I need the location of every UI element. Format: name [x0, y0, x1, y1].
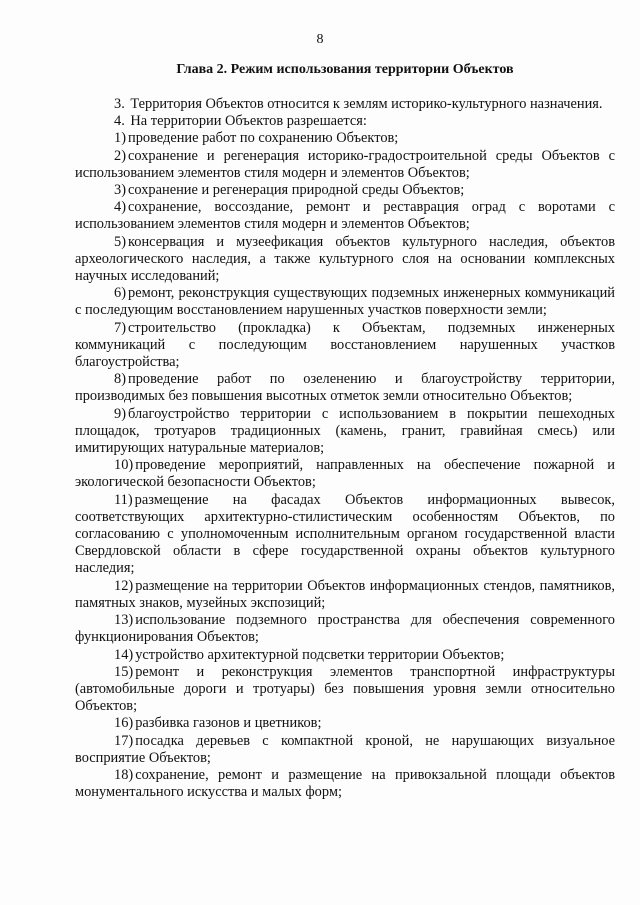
list-item-text: строительство (прокладка) к Объектам, подземных инженерных коммуникаций с последующим восстановлением нарушенных участков благоустройства; — [75, 319, 615, 371]
list-item-number: 17) — [114, 732, 134, 749]
list-item-text: ремонт, реконструкция существующих подземных инженерных коммуникаций с последующим восстановлением нарушенных участков поверхности земли; — [75, 285, 615, 319]
list-item-number: 12) — [114, 577, 134, 594]
list-item-text: посадка деревьев с компактной кроной, не нарушающих визуальное восприятие Объектов; — [75, 732, 615, 766]
list-item-number: 4) — [114, 199, 126, 216]
paragraph-3 — [75, 96, 615, 113]
paragraph-number: 4. — [114, 113, 125, 130]
list-item-number: 3) — [114, 182, 126, 199]
list-item-text: ремонт и реконструкция элементов транспортной инфраструктуры (автомобильные дороги и тротуары) без повышения уровня земли относительно Объектов; — [75, 663, 615, 715]
chapter-title: Глава 2. Режим использования территории Объектов — [176, 62, 514, 77]
list-item-number: 13) — [114, 612, 134, 629]
list-item-number: 16) — [114, 715, 134, 732]
list-item-13 — [75, 612, 615, 646]
list-item-text: сохранение, ремонт и размещение на привокзальной площади объектов монументального искусства и малых форм; — [75, 766, 615, 801]
list-item-text: использование подземного пространства для обеспечения современного функционирования Объектов; — [75, 612, 615, 646]
list-item-text: проведение работ по сохранению Объектов; — [128, 130, 399, 147]
list-item-text: сохранение и регенерация природной среды Объектов; — [128, 182, 465, 199]
list-item-text: размещение на фасадах Объектов информационных вывесок, соответствующих архитектурно-стилистическим особенностям Объектов, по согласованию с уполномоченным исполнительным органом государственной власти Свердловской области в сфере государственной охраны объектов культурного наследия; — [75, 491, 615, 577]
list-item-text: проведение работ по озеленению и благоустройству территории, производимых без повышения высотных отметок земли относительно Объектов; — [75, 371, 615, 405]
list-item-text: разбивка газонов и цветников; — [135, 715, 322, 732]
list-item-text: размещение на территории Объектов информационных стендов, памятников, памятных знаков, музейных экспозиций; — [75, 577, 615, 611]
list-item-text: благоустройство территории с использованием в покрытии пешеходных площадок, тротуаров традиционных (камень, гранит, гравийная смесь) или имитирующих натуральные материалов; — [75, 405, 615, 457]
list-item-6 — [75, 285, 615, 319]
list-item-text: проведение мероприятий, направленных на обеспечение пожарной и экологической безопасности Объектов; — [75, 457, 615, 491]
list-item-2 — [75, 148, 615, 182]
list-item-text: консервация и музеефикация объектов культурного наследия, объектов археологического наследия, а также культурного слоя на основании комплексных научных исследований; — [75, 233, 615, 285]
list-item-10 — [75, 457, 615, 491]
list-item-number: 1) — [114, 130, 126, 147]
list-item-16 — [75, 715, 615, 732]
list-item-8 — [75, 371, 615, 405]
list-item-4 — [75, 199, 615, 233]
paragraph-number: 3. — [114, 96, 125, 112]
list-item-text: сохранение и регенерация историко-градостроительной среды Объектов с использованием элементов стиля модерн и элементов Объектов; — [75, 147, 615, 181]
list-item-number: 8) — [114, 371, 126, 388]
list-item-17 — [75, 733, 615, 767]
list-item-number: 11) — [114, 491, 133, 508]
list-item-text: устройство архитектурной подсветки территории Объектов; — [135, 646, 505, 663]
list-item-14 — [75, 647, 615, 664]
list-item-11 — [75, 492, 615, 578]
list-item-text: сохранение, воссоздание, ремонт и реставрация оград с воротами с использованием элементов стиля модерн и элементов Объектов; — [75, 199, 615, 233]
body-text — [75, 96, 615, 801]
list-item-15 — [75, 664, 615, 716]
list-item-18 — [75, 767, 615, 801]
list-item-1 — [75, 130, 615, 147]
list-item-number: 18) — [114, 766, 134, 783]
list-item-5 — [75, 234, 615, 286]
list-item-12 — [75, 578, 615, 612]
list-item-9 — [75, 406, 615, 458]
list-item-number: 7) — [114, 319, 126, 336]
list-item-number: 14) — [114, 646, 134, 663]
list-item-number: 15) — [114, 663, 134, 680]
list-item-number: 2) — [114, 147, 126, 164]
list-item-number: 9) — [114, 405, 126, 422]
list-item-number: 6) — [114, 285, 126, 302]
paragraph-4 — [75, 113, 615, 130]
paragraph-text: Территория Объектов относится к землям историко-культурного назначения. — [130, 96, 603, 112]
paragraph-text: На территории Объектов разрешается: — [130, 113, 367, 130]
list-item-7 — [75, 320, 615, 372]
list-item-number: 5) — [114, 233, 126, 250]
list-item-3 — [75, 182, 615, 199]
list-item-number: 10) — [114, 457, 134, 474]
page-number: 8 — [316, 32, 324, 47]
